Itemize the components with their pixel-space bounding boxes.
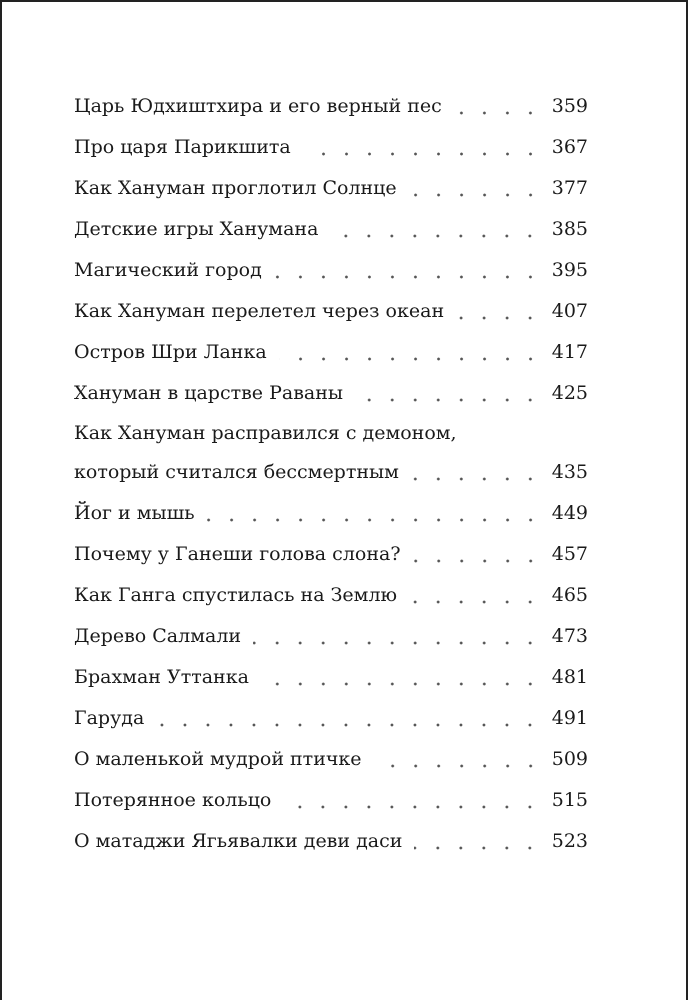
toc-entry-page: 435 (551, 461, 588, 483)
dot-leader (261, 682, 542, 686)
toc-entry-title: Почему у Ганеши голова слона? (74, 543, 401, 565)
dot-leader (253, 641, 542, 645)
toc-entry[interactable] (74, 168, 588, 209)
toc-entry[interactable] (74, 493, 588, 534)
dot-leader (456, 316, 542, 320)
toc-entry[interactable] (74, 575, 588, 616)
toc-entry-title: Гаруда (74, 707, 145, 729)
toc-entry-title: Дерево Салмали (74, 625, 242, 647)
toc-entry-title: Про царя Парикшита (74, 136, 291, 158)
toc-entry-title: Как Ганга спустилась на Землю (74, 584, 398, 606)
toc-entry[interactable] (74, 739, 588, 780)
dot-leader (409, 600, 542, 604)
toc-entry-page: 417 (551, 341, 588, 363)
toc-entry-page: 473 (551, 625, 588, 647)
toc-entry[interactable] (74, 373, 588, 414)
toc-entry-page: 367 (551, 136, 588, 158)
toc-entry[interactable] (74, 86, 588, 127)
toc-entry-page: 509 (551, 748, 588, 770)
toc-entry-page: 465 (551, 584, 588, 606)
dot-leader (413, 559, 542, 563)
toc-entry-page: 457 (551, 543, 588, 565)
toc-entry[interactable] (74, 332, 588, 373)
toc-entry[interactable] (74, 780, 588, 821)
table-of-contents (74, 86, 588, 862)
dot-leader (283, 805, 541, 809)
toc-entry-page: 481 (551, 666, 588, 688)
dot-leader (355, 398, 542, 402)
dot-leader (374, 764, 542, 768)
toc-entry[interactable] (74, 250, 588, 291)
dot-leader (414, 846, 541, 850)
toc-entry-title: Как Хануман перелетел через океан (74, 300, 445, 322)
dot-leader (303, 152, 542, 156)
toc-entry-title: Потерянное кольцо (74, 789, 272, 811)
toc-entry-page: 491 (551, 707, 588, 729)
toc-entry-title-line1: Как Хануман расправился с демоном, (74, 422, 457, 444)
toc-entry-title: Брахман Уттанка (74, 666, 249, 688)
toc-entry-page: 425 (551, 382, 588, 404)
dot-leader (411, 477, 542, 481)
toc-entry-title: Остров Шри Ланка (74, 341, 267, 363)
toc-entry-page: 407 (551, 300, 588, 322)
dot-leader (274, 275, 542, 279)
toc-entry[interactable] (74, 657, 588, 698)
toc-entry-page: 449 (551, 502, 588, 524)
toc-entry-page: 377 (551, 177, 588, 199)
dot-leader (156, 723, 541, 727)
toc-entry-title: Царь Юдхиштхира и его верный пес (74, 95, 442, 117)
toc-entry-title: Хануман в царстве Раваны (74, 382, 344, 404)
dot-leader (207, 518, 542, 522)
toc-entry[interactable] (74, 291, 588, 332)
toc-entry-title: Как Хануман проглотил Солнце (74, 177, 397, 199)
dot-leader (279, 357, 542, 361)
toc-entry[interactable] (74, 209, 588, 250)
toc-entry-title-line2: который считался бессмертным (74, 461, 399, 483)
toc-entry[interactable] (74, 414, 588, 493)
toc-entry-page: 395 (551, 259, 588, 281)
dot-leader (409, 193, 542, 197)
toc-entry-page: 515 (551, 789, 588, 811)
dot-leader (330, 234, 541, 238)
toc-entry[interactable] (74, 616, 588, 657)
toc-entry[interactable] (74, 127, 588, 168)
toc-entry-title: О матаджи Ягьявалки деви даси (74, 830, 403, 852)
toc-entry-title: О маленькой мудрой птичке (74, 748, 362, 770)
toc-entry-page: 359 (551, 95, 588, 117)
toc-entry[interactable] (74, 821, 588, 862)
dot-leader (454, 111, 542, 115)
toc-entry-title: Детские игры Ханумана (74, 218, 319, 240)
toc-entry-title: Йог и мышь (74, 502, 195, 524)
toc-entry[interactable] (74, 534, 588, 575)
toc-entry-page: 385 (551, 218, 588, 240)
toc-entry-page: 523 (551, 830, 588, 852)
toc-entry-title: Магический город (74, 259, 262, 281)
toc-entry[interactable] (74, 698, 588, 739)
